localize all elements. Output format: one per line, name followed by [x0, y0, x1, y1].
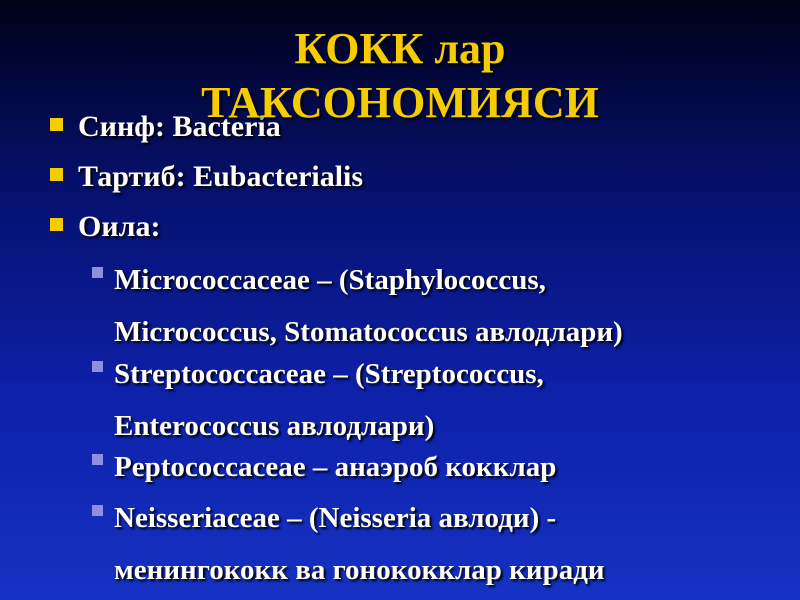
square-bullet-icon	[92, 361, 103, 372]
sub-bullet-line: Enterococcus авлодлари)	[114, 410, 435, 442]
title-line: ТАКСОНОМИЯСИ	[201, 78, 599, 127]
sub-bullet-line: Micrococcus, Stomatococcus авлодлари)	[114, 316, 623, 348]
sub-bullet-streptococcaceae	[114, 348, 544, 452]
sub-bullet-neisseriaceae	[114, 492, 605, 596]
square-bullet-icon	[92, 505, 103, 516]
square-bullet-icon	[50, 218, 63, 231]
sub-bullet-line: Neisseriaceae – (Neisseria авлоди) -	[114, 502, 557, 534]
title-line: КОКК лар	[294, 24, 506, 73]
bullet-family: Оила:	[78, 210, 161, 243]
sub-bullet-peptococcaceae	[114, 441, 556, 493]
bullet-class: Синф: Bacteria	[78, 110, 281, 143]
slide-title	[0, 22, 800, 130]
sub-bullet-line: Micrococcaceae – (Staphylococcus,	[114, 264, 546, 296]
sub-bullet-line: Peptococcaceae – анаэроб кокклар	[114, 451, 557, 483]
sub-bullet-line: Streptococcaceae – (Streptococcus,	[114, 358, 544, 390]
sub-bullet-line: менингококк ва гонококклар киради	[114, 554, 605, 586]
sub-bullet-micrococcaceae	[114, 254, 623, 358]
square-bullet-icon	[92, 454, 103, 465]
bullet-order: Тартиб: Eubacterialis	[78, 160, 364, 193]
square-bullet-icon	[50, 168, 63, 181]
square-bullet-icon	[92, 267, 103, 278]
